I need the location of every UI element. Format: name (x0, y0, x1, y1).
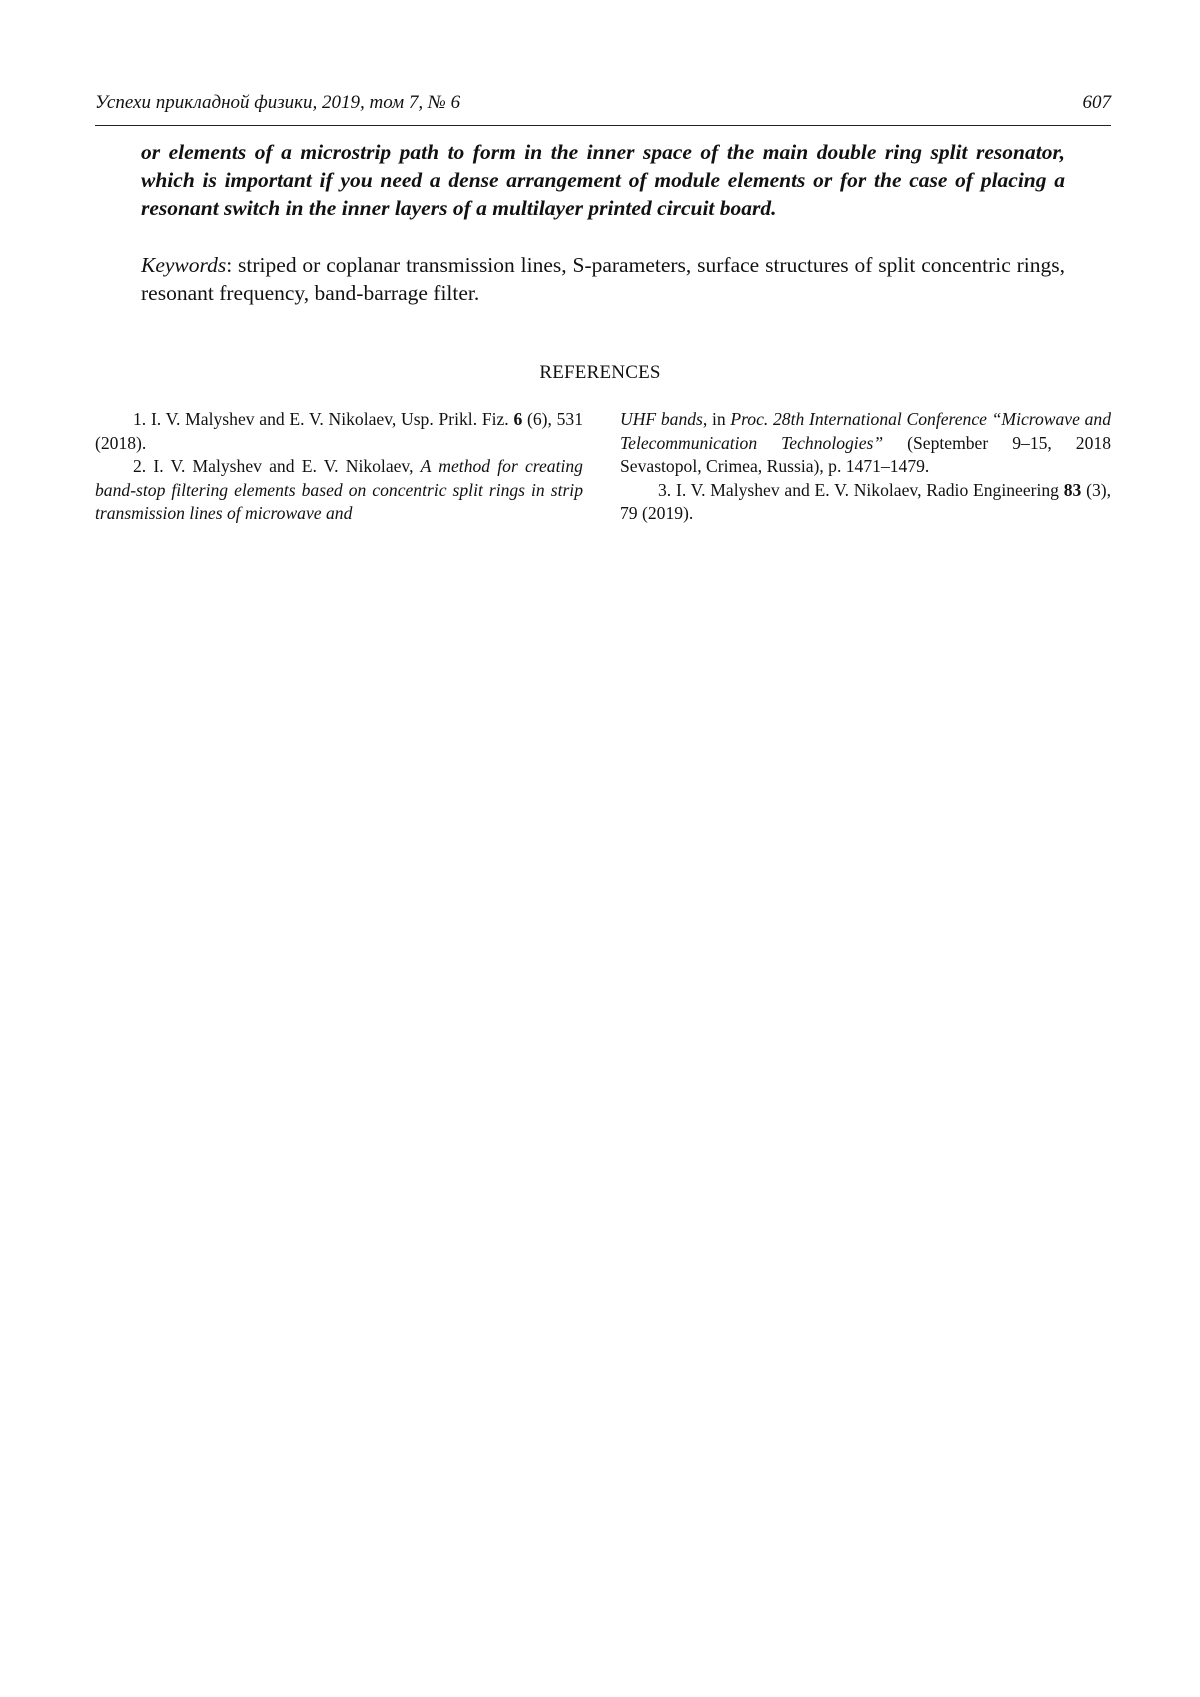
reference-2 (95, 455, 583, 526)
reference-2-proceedings: Proc. 28th International Conference “Microwave and Telecommunication Technologies” (620, 409, 1111, 453)
journal-title: Успехи прикладной физики, 2019, том 7, № 6 (95, 92, 461, 113)
reference-3-volume: 83 (1063, 479, 1082, 500)
reference-3 (620, 479, 1111, 526)
reference-2-title: A method for creating band-stop filtering elements based on concentric split rings in strip transmission lines of microwave and (95, 456, 583, 523)
reference-3-number: 3. (658, 479, 672, 500)
reference-3-rest: (3), 79 (2019). (620, 479, 1112, 523)
reference-3-authors: I. V. Malyshev and E. V. Nikolaev, Radio Engineering (675, 479, 1059, 500)
reference-1-number: 1. (133, 409, 147, 429)
reference-1-volume: 6 (513, 409, 523, 429)
header-divider (95, 125, 1111, 126)
reference-2-in: , in (702, 409, 731, 429)
reference-1-authors: I. V. Malyshev and E. V. Nikolaev, Usp. Prikl. Fiz. (150, 409, 509, 429)
reference-2-rest: (September 9–15, 2018 Sevastopol, Crimea, Russia), p. 1471–1479. (620, 432, 1111, 476)
abstract-text: or elements of a microstrip path to form in the inner space of the main double ring split resonator, which is important if you need a dense arrangement of module elements or for the case of placing a resonant switch in the inner layers of a multilayer printed circuit board. (141, 140, 1065, 220)
reference-1-rest: (6), 531 (2018). (95, 409, 583, 453)
reference-2-continued (620, 408, 1111, 479)
references-heading: REFERENCES (539, 362, 661, 383)
running-header (95, 88, 1111, 120)
page-number: 607 (1082, 92, 1111, 113)
keywords-separator: : (226, 253, 239, 277)
references-column-left (95, 408, 583, 526)
keywords-paragraph (141, 251, 1065, 307)
references-column-right (620, 408, 1111, 526)
reference-2-authors: I. V. Malyshev and E. V. Nikolaev, (153, 456, 414, 476)
reference-1 (95, 408, 583, 455)
keywords-text: striped or coplanar transmission lines, S-parameters, surface structures of split concentric rings, resonant frequency, band-barrage filter. (141, 253, 1065, 305)
reference-2-number: 2. (133, 456, 147, 476)
keywords-label: Keywords (141, 253, 227, 277)
reference-2-title-continued: UHF bands (620, 409, 703, 429)
